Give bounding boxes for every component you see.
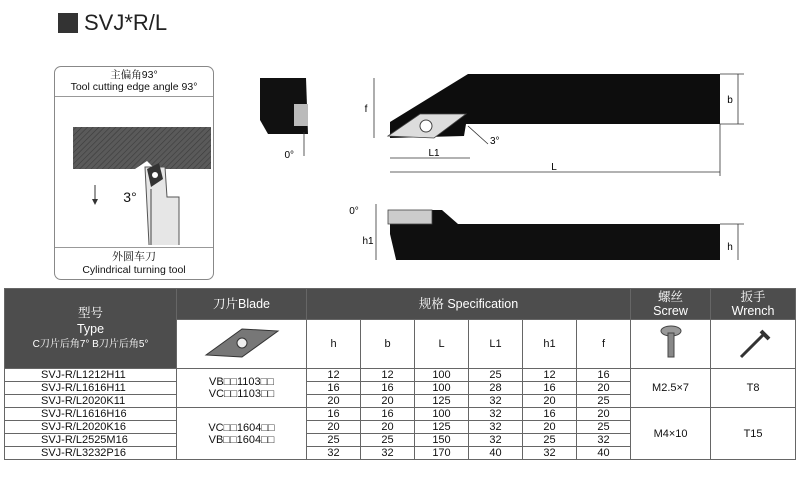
value-cell: 12	[307, 369, 361, 382]
value-cell: 32	[469, 434, 523, 447]
value-cell: 32	[307, 447, 361, 460]
cutting-angle-diagram	[55, 97, 213, 245]
type-label-cn: 型号	[77, 305, 103, 320]
dim-f-label: f	[364, 104, 368, 115]
type-cell: SVJ-R/L2525M16	[5, 434, 177, 447]
side-zero-label: 0°	[349, 206, 359, 217]
page-title	[58, 10, 167, 36]
col-L1: L1	[469, 320, 523, 369]
value-cell: 16	[307, 408, 361, 421]
top-insert-hole-icon	[420, 120, 432, 132]
blade-insert-icon	[202, 323, 282, 363]
dim-l1-label: L1	[428, 148, 440, 159]
table-row	[5, 408, 796, 421]
col-L: L	[415, 320, 469, 369]
card-footer-cn: 外圆车刀	[112, 251, 156, 263]
value-cell: 25	[577, 421, 631, 434]
screw-label-cn: 螺丝	[658, 290, 684, 304]
screw-icon	[656, 323, 686, 363]
wrench-icon	[733, 323, 773, 363]
blade-header: 刀片Blade	[177, 289, 307, 320]
specification-table	[4, 288, 796, 460]
card-title-cn: 主偏角93°	[110, 69, 158, 81]
angle-3-label: 3°	[490, 136, 500, 147]
feed-arrowhead-icon	[92, 199, 98, 205]
value-cell: 32	[361, 447, 415, 460]
table-header-row	[5, 289, 796, 320]
workpiece-hatch	[73, 127, 211, 169]
value-cell: 20	[523, 395, 577, 408]
value-cell: 125	[415, 421, 469, 434]
value-cell: 20	[577, 408, 631, 421]
value-cell: 32	[577, 434, 631, 447]
value-cell: 16	[307, 382, 361, 395]
value-cell: 20	[523, 421, 577, 434]
value-cell: 28	[469, 382, 523, 395]
value-cell: 25	[523, 434, 577, 447]
screw-cell: M2.5×7	[631, 369, 711, 408]
dim-h1-label: h1	[362, 236, 374, 247]
wrench-label-cn: 扳手	[740, 290, 766, 304]
value-cell: 16	[361, 382, 415, 395]
front-view-insert	[294, 104, 308, 126]
value-cell: 100	[415, 408, 469, 421]
dim-b-label: b	[727, 95, 733, 106]
type-cell: SVJ-R/L2020K16	[5, 421, 177, 434]
spec-header: 规格 Specification	[307, 289, 631, 320]
screw-image-cell	[631, 320, 711, 369]
col-h1: h1	[523, 320, 577, 369]
type-cell: SVJ-R/L1616H11	[5, 382, 177, 395]
blade-code: VB□□1604□□	[208, 433, 275, 446]
dim-h-label: h	[727, 242, 733, 253]
front-zero-label: 0°	[284, 150, 294, 161]
type-note: C刀片后角7° B刀片后角5°	[32, 338, 149, 350]
value-cell: 20	[361, 395, 415, 408]
blade-cell	[177, 408, 307, 460]
value-cell: 32	[523, 447, 577, 460]
tool-technical-drawing	[238, 60, 798, 260]
value-cell: 25	[307, 434, 361, 447]
screw-label-en: Screw	[653, 304, 688, 318]
value-cell: 32	[469, 395, 523, 408]
col-f: f	[577, 320, 631, 369]
value-cell: 100	[415, 369, 469, 382]
side-view-body	[390, 210, 720, 260]
value-cell: 25	[577, 395, 631, 408]
value-cell: 12	[523, 369, 577, 382]
blade-image-cell	[177, 320, 307, 369]
value-cell: 16	[523, 408, 577, 421]
blade-code: VC□□1103□□	[208, 388, 275, 400]
card-title-en: Tool cutting edge angle 93°	[70, 81, 198, 93]
value-cell: 20	[307, 395, 361, 408]
value-cell: 16	[361, 408, 415, 421]
value-cell: 16	[577, 369, 631, 382]
type-header-cell	[5, 289, 177, 369]
card-divider-bottom	[55, 247, 213, 248]
value-cell: 125	[415, 395, 469, 408]
side-view-insert	[388, 210, 432, 224]
value-cell: 20	[307, 421, 361, 434]
type-label-en: Type	[76, 321, 105, 336]
dim-l-label: L	[551, 162, 557, 173]
blade-code: VC□□1604□□	[208, 421, 275, 434]
card-footer-en: Cylindrical turning tool	[82, 264, 186, 276]
col-b: b	[361, 320, 415, 369]
title-text: SVJ*R/L	[84, 10, 168, 35]
value-cell: 16	[523, 382, 577, 395]
col-h: h	[307, 320, 361, 369]
value-cell: 32	[469, 421, 523, 434]
value-cell: 20	[361, 421, 415, 434]
cutting-angle-card	[54, 66, 214, 280]
type-cell: SVJ-R/L1212H11	[5, 369, 177, 382]
card-angle-label: 3°	[123, 189, 137, 205]
wrench-image-cell	[711, 320, 796, 369]
insert-hole-icon	[152, 172, 158, 178]
blade-cell	[177, 369, 307, 408]
type-cell: SVJ-R/L3232P16	[5, 447, 177, 460]
value-cell: 20	[577, 382, 631, 395]
value-cell: 40	[469, 447, 523, 460]
value-cell: 25	[361, 434, 415, 447]
table-row	[5, 369, 796, 382]
value-cell: 100	[415, 382, 469, 395]
screw-header	[631, 289, 711, 320]
wrench-header	[711, 289, 796, 320]
type-cell: SVJ-R/L1616H16	[5, 408, 177, 421]
wrench-label-en: Wrench	[731, 304, 775, 318]
type-cell: SVJ-R/L2020K11	[5, 395, 177, 408]
blade-code: VB□□1103□□	[209, 376, 274, 388]
value-cell: 170	[415, 447, 469, 460]
title-square-icon	[58, 13, 78, 33]
wrench-cell: T8	[711, 369, 796, 408]
value-cell: 32	[469, 408, 523, 421]
wrench-cell: T15	[711, 408, 796, 460]
value-cell: 150	[415, 434, 469, 447]
value-cell: 12	[361, 369, 415, 382]
value-cell: 40	[577, 447, 631, 460]
screw-cell: M4×10	[631, 408, 711, 460]
value-cell: 25	[469, 369, 523, 382]
angle-3-line	[468, 126, 488, 144]
